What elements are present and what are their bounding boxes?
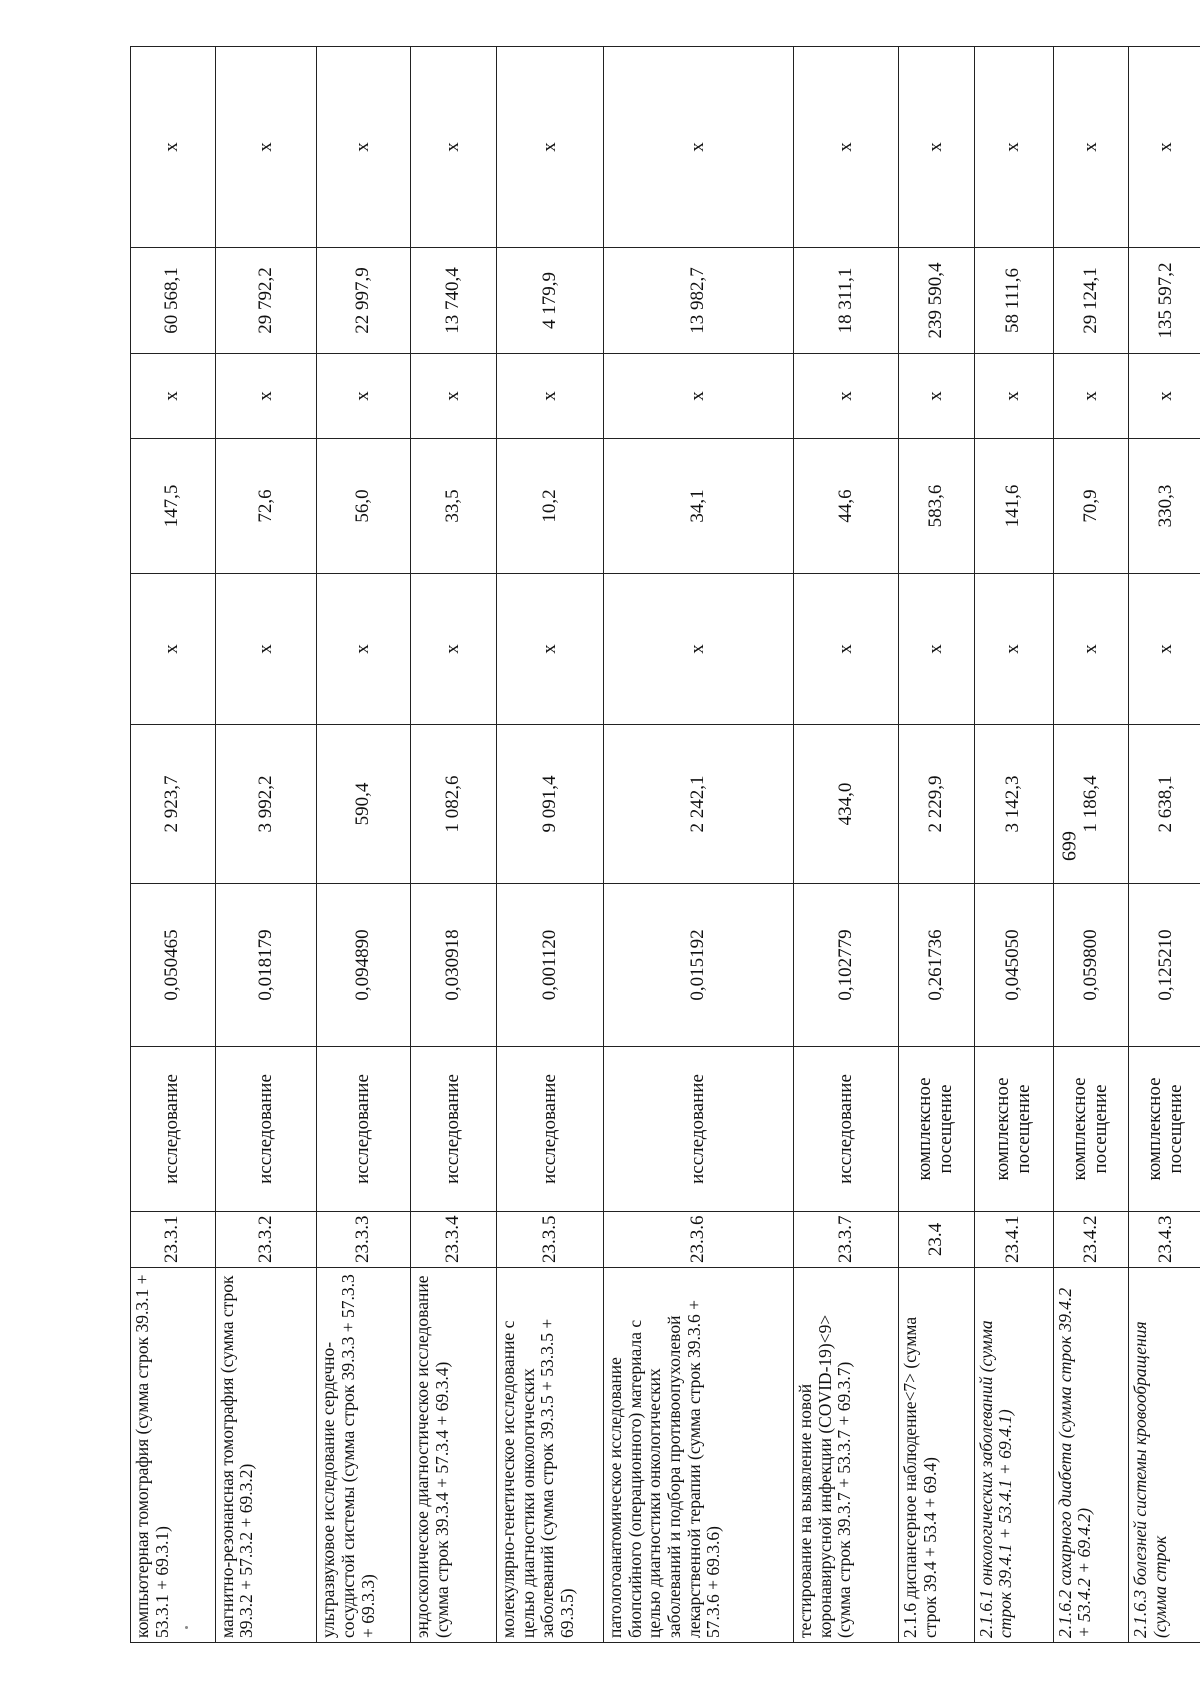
- unit-cell: комплексное посещение: [1053, 1047, 1129, 1212]
- unit-cell: комплексное посещение: [1129, 1047, 1200, 1212]
- row-name-cell: тестирование на выявление новой коронавирусной инфекции (COVID-19)<9> (сумма строк 39.3.7 + 53.3.7 + 69.3.7): [793, 1268, 898, 1643]
- value-cell: 330,3: [1129, 439, 1200, 574]
- value-cell: 18 311,1: [793, 248, 898, 354]
- unit-cell: исследование: [411, 1047, 497, 1212]
- value-cell: 434,0: [793, 725, 898, 884]
- value-cell: 135 597,2: [1129, 248, 1200, 354]
- page-number: 669: [1057, 831, 1080, 861]
- row-name-cell: 2.1.6 диспансерное наблюдение<7> (сумма строк 39.4 + 53.4 + 69.4): [898, 1268, 974, 1643]
- value-cell: 239 590,4: [898, 248, 974, 354]
- value-cell: 0,018179: [215, 884, 317, 1047]
- value-cell: x: [793, 47, 898, 248]
- value-cell: x: [496, 47, 603, 248]
- table-row: [604, 47, 794, 1643]
- value-cell: x: [793, 574, 898, 725]
- unit-cell: комплексное посещение: [974, 1047, 1053, 1212]
- value-cell: 0,059800: [1053, 884, 1129, 1047]
- value-cell: x: [317, 47, 411, 248]
- value-cell: x: [411, 574, 497, 725]
- code-cell: 23.4.1: [974, 1212, 1053, 1268]
- unit-cell: исследование: [604, 1047, 794, 1212]
- row-name-cell: эндоскопическое диагностическое исследование (сумма строк 39.3.4 + 57.3.4 + 69.3.4): [411, 1268, 497, 1643]
- value-cell: x: [215, 354, 317, 439]
- row-name-cell: молекулярно-генетическое исследование с целью диагностики онкологических заболеваний (сумма строк 39.3.5 + 53.3.5 + 69.3.5): [496, 1268, 603, 1643]
- value-cell: x: [1053, 574, 1129, 725]
- value-cell: x: [131, 354, 216, 439]
- value-cell: 590,4: [317, 725, 411, 884]
- table-body: [131, 47, 1200, 1643]
- code-cell: 23.3.1: [131, 1212, 216, 1268]
- row-name-cell: 2.1.6.2 сахарного диабета (сумма строк 39.4.2 + 53.4.2 + 69.4.2): [1053, 1268, 1129, 1643]
- value-cell: 34,1: [604, 439, 794, 574]
- value-cell: 1 082,6: [411, 725, 497, 884]
- value-cell: 22 997,9: [317, 248, 411, 354]
- code-cell: 23.3.5: [496, 1212, 603, 1268]
- value-cell: 29 124,1: [1053, 248, 1129, 354]
- unit-cell: исследование: [317, 1047, 411, 1212]
- row-name-cell: 2.1.6.3 болезней системы кровообращения (сумма строк: [1129, 1268, 1200, 1643]
- table-row: [317, 47, 411, 1643]
- table-row: [898, 47, 974, 1643]
- value-cell: x: [1053, 354, 1129, 439]
- value-cell: x: [215, 574, 317, 725]
- code-cell: 23.3.2: [215, 1212, 317, 1268]
- value-cell: x: [898, 574, 974, 725]
- value-cell: 10,2: [496, 439, 603, 574]
- value-cell: 33,5: [411, 439, 497, 574]
- value-cell: 2 638,1: [1129, 725, 1200, 884]
- value-cell: 141,6: [974, 439, 1053, 574]
- value-cell: 0,050465: [131, 884, 216, 1047]
- value-cell: x: [974, 47, 1053, 248]
- value-cell: 2 242,1: [604, 725, 794, 884]
- code-cell: 23.3.4: [411, 1212, 497, 1268]
- code-cell: 23.3.6: [604, 1212, 794, 1268]
- row-name-cell: патологоанатомическое исследование биопсийного (операционного) материала с целью диагностики онкологических заболеваний и подбора противоопухолевой лекарственной терапии (сумма строк 39.3.6 + 57.3.6 + 69.3.6): [604, 1268, 794, 1643]
- value-cell: x: [793, 354, 898, 439]
- value-cell: 0,001120: [496, 884, 603, 1047]
- table-row: [215, 47, 317, 1643]
- value-cell: x: [411, 47, 497, 248]
- unit-cell: исследование: [793, 1047, 898, 1212]
- value-cell: 60 568,1: [131, 248, 216, 354]
- value-cell: 0,030918: [411, 884, 497, 1047]
- value-cell: x: [411, 354, 497, 439]
- table-row: [411, 47, 497, 1643]
- value-cell: 9 091,4: [496, 725, 603, 884]
- code-cell: 23.4: [898, 1212, 974, 1268]
- row-name-cell: ультразвуковое исследование сердечно-сосудистой системы (сумма строк 39.3.3 + 57.3.3 + 69.3.3): [317, 1268, 411, 1643]
- value-cell: x: [1053, 47, 1129, 248]
- value-cell: 44,6: [793, 439, 898, 574]
- value-cell: x: [131, 574, 216, 725]
- financing-table: [130, 46, 1200, 1643]
- value-cell: x: [496, 574, 603, 725]
- row-name-cell: 2.1.6.1 онкологических заболеваний (сумма строк 39.4.1 + 53.4.1 + 69.4.1): [974, 1268, 1053, 1643]
- table-row: [1053, 47, 1129, 1643]
- value-cell: 4 179,9: [496, 248, 603, 354]
- value-cell: 583,6: [898, 439, 974, 574]
- code-cell: 23.3.3: [317, 1212, 411, 1268]
- value-cell: 147,5: [131, 439, 216, 574]
- table-row: [496, 47, 603, 1643]
- value-cell: 70,9: [1053, 439, 1129, 574]
- unit-cell: комплексное посещение: [898, 1047, 974, 1212]
- value-cell: x: [604, 354, 794, 439]
- scan-speck: [185, 1626, 188, 1629]
- value-cell: 0,094890: [317, 884, 411, 1047]
- value-cell: x: [131, 47, 216, 248]
- value-cell: 58 111,6: [974, 248, 1053, 354]
- value-cell: x: [898, 354, 974, 439]
- unit-cell: исследование: [496, 1047, 603, 1212]
- table-row: [793, 47, 898, 1643]
- row-name-cell: магнитно-резонансная томография (сумма строк 39.3.2 + 57.3.2 + 69.3.2): [215, 1268, 317, 1643]
- row-name-cell: компьютерная томография (сумма строк 39.3.1 + 53.3.1 + 69.3.1): [131, 1268, 216, 1643]
- value-cell: 2 229,9: [898, 725, 974, 884]
- value-cell: 72,6: [215, 439, 317, 574]
- value-cell: x: [898, 47, 974, 248]
- value-cell: x: [1129, 354, 1200, 439]
- value-cell: x: [604, 47, 794, 248]
- value-cell: 2 923,7: [131, 725, 216, 884]
- table-row: [1129, 47, 1200, 1643]
- value-cell: 0,125210: [1129, 884, 1200, 1047]
- value-cell: x: [317, 574, 411, 725]
- value-cell: 13 982,7: [604, 248, 794, 354]
- value-cell: 0,045050: [974, 884, 1053, 1047]
- value-cell: x: [496, 354, 603, 439]
- table-row: [131, 47, 216, 1643]
- table-row: [974, 47, 1053, 1643]
- code-cell: 23.3.7: [793, 1212, 898, 1268]
- code-cell: 23.4.2: [1053, 1212, 1129, 1268]
- value-cell: x: [604, 574, 794, 725]
- value-cell: x: [317, 354, 411, 439]
- value-cell: 13 740,4: [411, 248, 497, 354]
- value-cell: 0,261736: [898, 884, 974, 1047]
- rotated-table-container: [130, 47, 1200, 1643]
- value-cell: 56,0: [317, 439, 411, 574]
- value-cell: 0,015192: [604, 884, 794, 1047]
- value-cell: 3 992,2: [215, 725, 317, 884]
- value-cell: x: [974, 354, 1053, 439]
- value-cell: x: [1129, 47, 1200, 248]
- value-cell: 29 792,2: [215, 248, 317, 354]
- value-cell: 3 142,3: [974, 725, 1053, 884]
- code-cell: 23.4.3: [1129, 1212, 1200, 1268]
- value-cell: x: [1129, 574, 1200, 725]
- value-cell: x: [974, 574, 1053, 725]
- value-cell: 1 186,4: [1053, 725, 1129, 884]
- value-cell: x: [215, 47, 317, 248]
- unit-cell: исследование: [131, 1047, 216, 1212]
- value-cell: 0,102779: [793, 884, 898, 1047]
- unit-cell: исследование: [215, 1047, 317, 1212]
